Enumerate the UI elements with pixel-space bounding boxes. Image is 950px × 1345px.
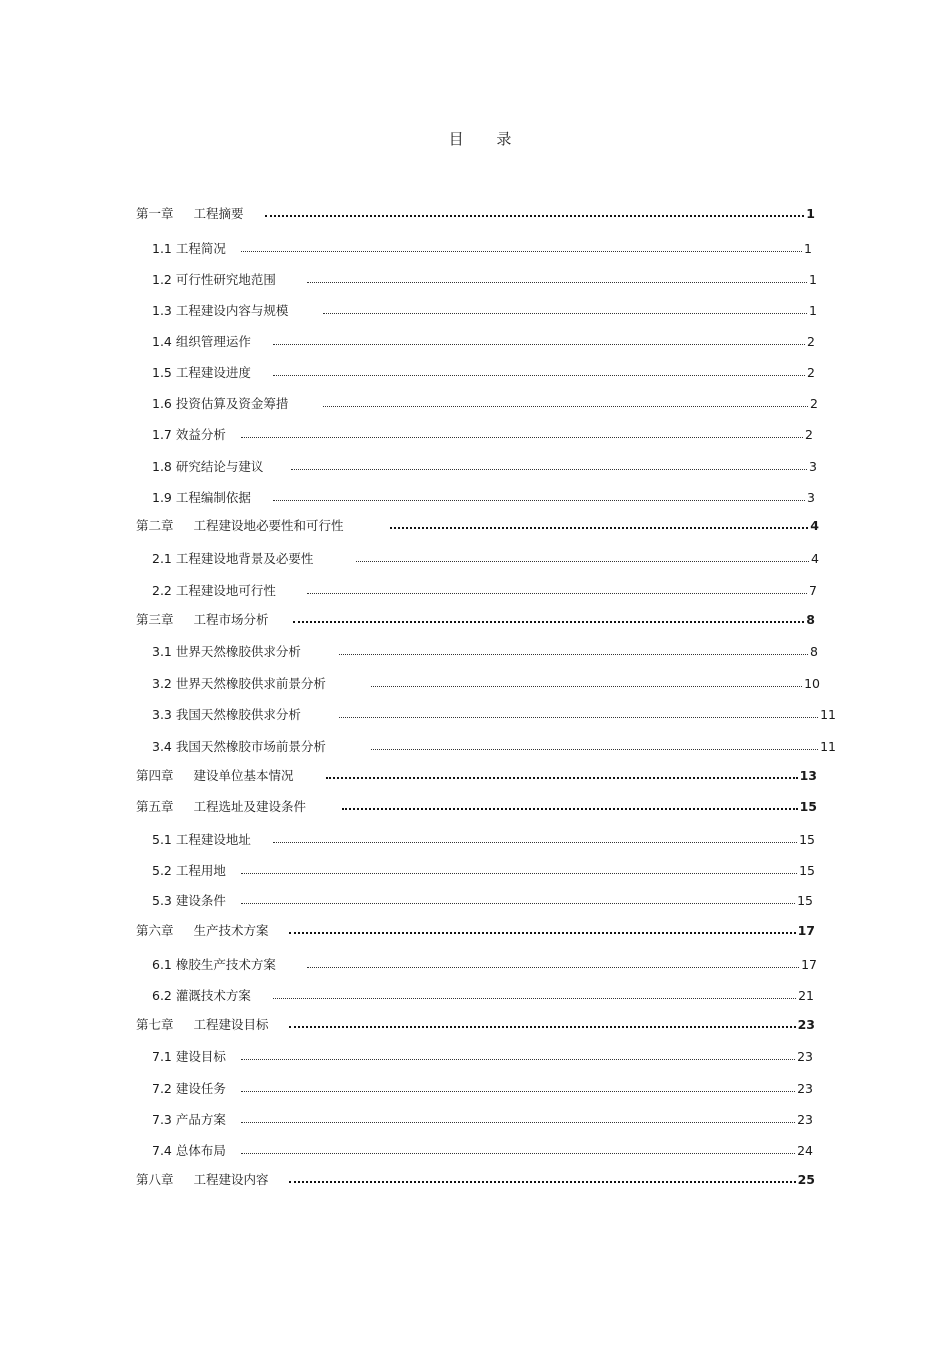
toc-chapter-entry[interactable] xyxy=(136,1169,815,1189)
toc-entry-label xyxy=(152,581,276,599)
toc-page-number: 15 xyxy=(799,831,815,847)
toc-entry-text: 工程建设内容与规模 xyxy=(175,303,289,318)
toc-entry-label xyxy=(136,516,344,534)
toc-entry-number: 1.2 xyxy=(152,272,172,287)
toc-section-entry[interactable] xyxy=(152,1078,813,1098)
toc-page-number: 23 xyxy=(797,1048,813,1064)
toc-page-number: 17 xyxy=(797,922,815,938)
toc-entry-label xyxy=(152,955,276,973)
toc-entry-text: 效益分析 xyxy=(175,427,226,442)
toc-dot-leader xyxy=(371,673,802,693)
toc-entry-label xyxy=(152,737,326,755)
toc-section-entry[interactable] xyxy=(152,1140,813,1160)
toc-entry-number: 2.1 xyxy=(152,551,172,566)
toc-entry-number: 6.1 xyxy=(152,957,172,972)
toc-page-number: 7 xyxy=(809,582,817,598)
toc-entry-text: 灌溉技术方案 xyxy=(175,988,251,1003)
toc-entry-text: 工程摘要 xyxy=(193,206,244,221)
toc-section-entry[interactable] xyxy=(152,269,817,289)
toc-dot-leader xyxy=(323,393,808,413)
toc-entry-label xyxy=(136,610,269,628)
toc-dot-leader xyxy=(241,1046,795,1066)
toc-entry-number: 7.3 xyxy=(152,1112,172,1127)
toc-entry-number: 3.1 xyxy=(152,644,172,659)
toc-entry-text: 工程建设地址 xyxy=(175,832,251,847)
toc-dot-leader xyxy=(289,920,796,940)
toc-section-entry[interactable] xyxy=(152,985,814,1005)
toc-entry-number: 第一章 xyxy=(136,206,174,221)
toc-entry-label xyxy=(152,332,251,350)
toc-entry-label xyxy=(152,891,226,909)
toc-page-number: 23 xyxy=(797,1080,813,1096)
toc-dot-leader xyxy=(323,300,807,320)
toc-dot-leader xyxy=(241,1140,795,1160)
toc-entry-text: 工程建设地必要性和可行性 xyxy=(193,518,344,533)
toc-dot-leader xyxy=(289,1014,796,1034)
toc-chapter-entry[interactable] xyxy=(136,920,815,940)
toc-section-entry[interactable] xyxy=(152,641,818,661)
toc-entry-label xyxy=(136,1170,269,1188)
toc-entry-text: 工程用地 xyxy=(175,863,226,878)
toc-entry-text: 建设条件 xyxy=(175,893,226,908)
toc-dot-leader xyxy=(371,736,818,756)
toc-dot-leader xyxy=(326,765,798,785)
toc-entry-label xyxy=(152,488,251,506)
toc-entry-label xyxy=(152,986,251,1004)
toc-chapter-entry[interactable] xyxy=(136,609,815,629)
toc-entry-number: 第四章 xyxy=(136,768,174,783)
toc-entry-number: 第八章 xyxy=(136,1172,174,1187)
toc-entry-label xyxy=(152,239,226,257)
toc-entry-number: 1.8 xyxy=(152,459,172,474)
toc-dot-leader xyxy=(339,704,818,724)
toc-entry-text: 生产技术方案 xyxy=(193,923,269,938)
toc-entry-label xyxy=(136,766,294,784)
toc-dot-leader xyxy=(293,609,804,629)
toc-entry-text: 产品方案 xyxy=(175,1112,226,1127)
toc-entry-text: 工程建设目标 xyxy=(193,1017,269,1032)
toc-entry-text: 建设任务 xyxy=(175,1081,226,1096)
toc-entry-number: 1.4 xyxy=(152,334,172,349)
toc-entry-text: 投资估算及资金筹措 xyxy=(175,396,289,411)
toc-page-number: 4 xyxy=(811,550,819,566)
toc-entry-number: 6.2 xyxy=(152,988,172,1003)
toc-page-number: 2 xyxy=(807,333,815,349)
toc-entry-text: 工程建设进度 xyxy=(175,365,251,380)
toc-section-entry[interactable] xyxy=(152,548,819,568)
toc-section-entry[interactable] xyxy=(152,1109,813,1129)
toc-entry-label xyxy=(152,705,301,723)
toc-dot-leader xyxy=(241,890,795,910)
toc-entry-number: 1.9 xyxy=(152,490,172,505)
toc-dot-leader xyxy=(289,1169,796,1189)
toc-dot-leader xyxy=(241,1078,795,1098)
toc-entry-number: 3.4 xyxy=(152,739,172,754)
toc-section-entry[interactable] xyxy=(152,860,815,880)
toc-page-number: 3 xyxy=(809,458,817,474)
toc-entry-label xyxy=(152,674,326,692)
toc-dot-leader xyxy=(339,641,808,661)
toc-section-entry[interactable] xyxy=(152,1046,813,1066)
toc-page-number: 1 xyxy=(806,205,815,221)
toc-page-number: 2 xyxy=(810,395,818,411)
toc-entry-number: 3.3 xyxy=(152,707,172,722)
toc-entry-label xyxy=(152,363,251,381)
toc-entry-text: 工程建设地背景及必要性 xyxy=(175,551,314,566)
toc-page-number: 17 xyxy=(801,956,817,972)
toc-section-entry[interactable] xyxy=(152,704,836,724)
toc-entry-text: 橡胶生产技术方案 xyxy=(175,957,276,972)
toc-dot-leader xyxy=(273,829,797,849)
toc-chapter-entry[interactable] xyxy=(136,203,815,223)
toc-title: 目 录 xyxy=(448,130,526,148)
toc-page-number: 3 xyxy=(807,489,815,505)
toc-dot-leader xyxy=(273,985,796,1005)
toc-section-entry[interactable] xyxy=(152,362,815,382)
toc-entry-label xyxy=(136,1015,269,1033)
toc-dot-leader xyxy=(273,362,805,382)
toc-dot-leader xyxy=(273,331,805,351)
toc-entry-number: 1.3 xyxy=(152,303,172,318)
toc-dot-leader xyxy=(265,203,804,223)
toc-page-number: 21 xyxy=(798,987,814,1003)
toc-entry-text: 组织管理运作 xyxy=(175,334,251,349)
toc-dot-leader xyxy=(241,424,803,444)
toc-entry-label xyxy=(152,270,276,288)
toc-page-number: 11 xyxy=(820,738,836,754)
toc-entry-label xyxy=(152,1141,226,1159)
toc-section-entry[interactable] xyxy=(152,456,817,476)
toc-section-entry[interactable] xyxy=(152,393,818,413)
toc-dot-leader xyxy=(356,548,809,568)
toc-page-number: 1 xyxy=(809,302,817,318)
toc-page-number: 15 xyxy=(797,892,813,908)
toc-page-number: 24 xyxy=(797,1142,813,1158)
toc-dot-leader xyxy=(241,860,797,880)
toc-section-entry[interactable] xyxy=(152,673,820,693)
toc-dot-leader xyxy=(307,954,799,974)
toc-entry-label xyxy=(136,921,269,939)
toc-entry-number: 7.2 xyxy=(152,1081,172,1096)
toc-entry-text: 世界天然橡胶供求分析 xyxy=(175,644,301,659)
toc-dot-leader xyxy=(241,1109,795,1129)
toc-page-number: 10 xyxy=(804,675,820,691)
toc-page-number: 23 xyxy=(797,1016,815,1032)
toc-page-number: 1 xyxy=(804,240,812,256)
toc-entry-number: 5.2 xyxy=(152,863,172,878)
toc-entry-text: 工程建设内容 xyxy=(193,1172,269,1187)
toc-page-number: 15 xyxy=(799,862,815,878)
toc-chapter-entry[interactable] xyxy=(136,515,819,535)
toc-chapter-entry[interactable] xyxy=(136,796,817,816)
toc-entry-text: 工程选址及建设条件 xyxy=(193,799,307,814)
toc-chapter-entry[interactable] xyxy=(136,1014,815,1034)
toc-section-entry[interactable] xyxy=(152,238,812,258)
toc-section-entry[interactable] xyxy=(152,424,813,444)
toc-entry-number: 第二章 xyxy=(136,518,174,533)
toc-entry-label xyxy=(152,549,313,567)
toc-entry-label xyxy=(152,830,251,848)
toc-page-number: 8 xyxy=(810,643,818,659)
toc-entry-label xyxy=(152,1047,226,1065)
toc-entry-label xyxy=(152,301,288,319)
toc-page-number: 2 xyxy=(807,364,815,380)
toc-section-entry[interactable] xyxy=(152,736,836,756)
toc-entry-label xyxy=(136,797,306,815)
toc-entry-text: 工程简况 xyxy=(175,241,226,256)
toc-section-entry[interactable] xyxy=(152,829,815,849)
toc-entry-label xyxy=(152,425,226,443)
toc-entry-text: 工程市场分析 xyxy=(193,612,269,627)
toc-entry-text: 工程建设地可行性 xyxy=(175,583,276,598)
toc-entry-label xyxy=(152,457,263,475)
toc-entry-text: 我国天然橡胶市场前景分析 xyxy=(175,739,326,754)
toc-section-entry[interactable] xyxy=(152,300,817,320)
toc-entry-number: 第六章 xyxy=(136,923,174,938)
toc-entry-number: 7.4 xyxy=(152,1143,172,1158)
toc-section-entry[interactable] xyxy=(152,331,815,351)
toc-section-entry[interactable] xyxy=(152,487,815,507)
toc-entry-label xyxy=(152,1110,226,1128)
toc-entry-label xyxy=(152,394,288,412)
toc-dot-leader xyxy=(273,487,805,507)
toc-entry-text: 世界天然橡胶供求前景分析 xyxy=(175,676,326,691)
toc-dot-leader xyxy=(307,580,807,600)
toc-entry-number: 3.2 xyxy=(152,676,172,691)
toc-dot-leader xyxy=(307,269,807,289)
toc-entry-number: 7.1 xyxy=(152,1049,172,1064)
toc-page-number: 4 xyxy=(810,517,819,533)
toc-page-number: 25 xyxy=(797,1171,815,1187)
toc-entry-number: 5.1 xyxy=(152,832,172,847)
toc-entry-text: 研究结论与建议 xyxy=(175,459,264,474)
toc-entry-text: 可行性研究地范围 xyxy=(175,272,276,287)
toc-entry-number: 1.1 xyxy=(152,241,172,256)
toc-entry-label xyxy=(152,642,301,660)
toc-entry-text: 建设单位基本情况 xyxy=(193,768,294,783)
toc-entry-number: 第三章 xyxy=(136,612,174,627)
toc-entry-number: 1.5 xyxy=(152,365,172,380)
toc-entry-label xyxy=(152,1079,226,1097)
toc-entry-text: 总体布局 xyxy=(175,1143,226,1158)
toc-dot-leader xyxy=(342,796,798,816)
toc-dot-leader xyxy=(390,515,808,535)
toc-entry-label xyxy=(152,861,226,879)
toc-page-number: 15 xyxy=(799,798,817,814)
toc-entry-number: 2.2 xyxy=(152,583,172,598)
toc-page-number: 13 xyxy=(799,767,817,783)
toc-entry-label xyxy=(136,204,244,222)
toc-entry-number: 1.7 xyxy=(152,427,172,442)
toc-page-number: 1 xyxy=(809,271,817,287)
toc-page-number: 2 xyxy=(805,426,813,442)
toc-entry-text: 工程编制依据 xyxy=(175,490,251,505)
toc-entry-number: 1.6 xyxy=(152,396,172,411)
toc-entry-number: 第七章 xyxy=(136,1017,174,1032)
toc-entry-text: 建设目标 xyxy=(175,1049,226,1064)
toc-entry-number: 5.3 xyxy=(152,893,172,908)
toc-page-number: 11 xyxy=(820,706,836,722)
toc-chapter-entry[interactable] xyxy=(136,765,817,785)
toc-dot-leader xyxy=(291,456,807,476)
toc-page-number: 8 xyxy=(806,611,815,627)
toc-section-entry[interactable] xyxy=(152,954,817,974)
toc-dot-leader xyxy=(241,238,802,258)
toc-entry-number: 第五章 xyxy=(136,799,174,814)
toc-entry-text: 我国天然橡胶供求分析 xyxy=(175,707,301,722)
toc-section-entry[interactable] xyxy=(152,890,813,910)
toc-section-entry[interactable] xyxy=(152,580,817,600)
toc-page-number: 23 xyxy=(797,1111,813,1127)
